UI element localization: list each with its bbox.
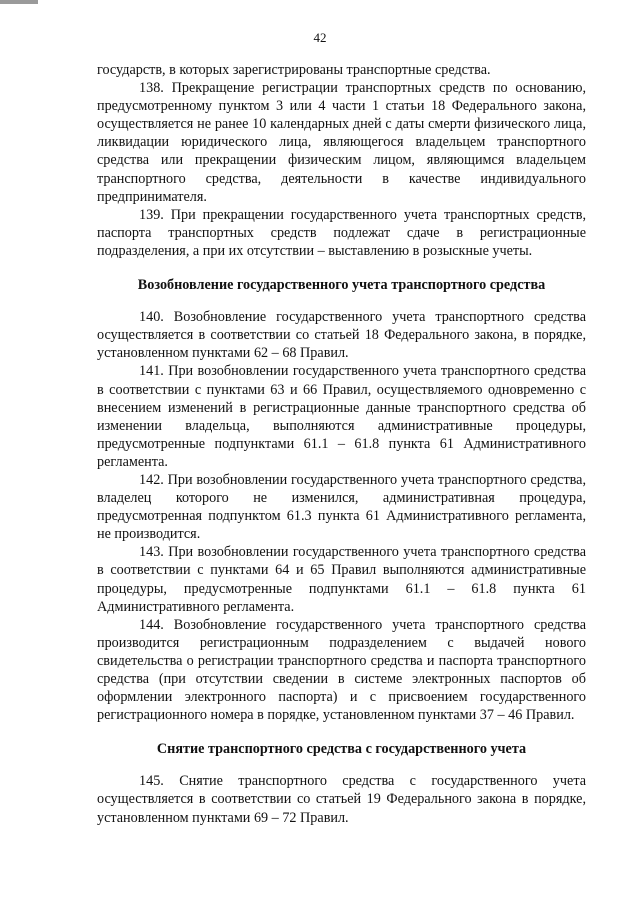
page-number: 42: [313, 30, 327, 45]
section-heading-resumption: Возобновление государственного учета транспортного средства: [137, 277, 546, 294]
paragraph-143: 143. При возобновлении государственного учета транспортного средства в соответствии с пунктами 64 и 65 Правил выполняются административные процедуры, предусмотренные подпунктами 61.1 – 61.8 пункта 61 Административного регламента.: [97, 544, 586, 615]
paragraph-142: 142. При возобновлении государственного учета транспортного средства, владелец которого не изменился, административная процедура, предусмотренная подпунктом 61.3 пункта 61 Административного регламента, не производится.: [97, 471, 586, 543]
document-body: [97, 61, 586, 827]
section-heading-deregistration: Снятие транспортного средства с государственного учета: [156, 741, 527, 758]
paragraph-144: 144. Возобновление государственного учета транспортного средства производится регистрационным подразделением с выдачей нового свидетельства о регистрации транспортного средства и паспорта транспортного средства (при отсутствии сведении в системе электронных паспортов об оформлении электронного паспорта) и с присвоением государственного регистрационного номера в порядке, установленном пунктами 37 – 46 Правил.: [97, 616, 586, 724]
paragraph-138: 138. Прекращение регистрации транспортных средств по основанию, предусмотренному пунктом 3 или 4 части 1 статьи 18 Федерального закона, осуществляется не ранее 10 календарных дней с даты смерти физического лица, ликвидации юридического лица, являющегося владельцем транспортного средства или прекращении физическим лицом, являющимся владельцем транспортного средства, деятельности в качестве индивидуального предпринимателя.: [97, 80, 586, 205]
scan-edge-mark: [0, 0, 38, 4]
paragraph-139: 139. При прекращении государственного учета транспортных средств, паспорта транспортных средств подлежат сдаче в регистрационные подразделения, а при их отсутствии – выставлению в розыскные учеты.: [97, 206, 586, 259]
paragraph-140: 140. Возобновление государственного учета транспортного средства осуществляется в соответствии со статьей 18 Федерального закона, в порядке, установленном пунктами 62 – 68 Правил.: [97, 309, 586, 362]
paragraph-141: 141. При возобновлении государственного учета транспортного средства в соответствии с пунктами 63 и 66 Правил, осуществляемого одновременно с внесением изменений в регистрационные данные транспортного средства об изменении владельца, выполняются административные процедуры, предусмотренные подпунктами 61.1 – 61.8 пункта 61 Административного регламента.: [97, 363, 586, 470]
paragraph-continuation: государств, в которых зарегистрированы транспортные средства.: [97, 62, 491, 78]
paragraph-145: 145. Снятие транспортного средства с государственного учета осуществляется в соответствии со статьей 19 Федерального закона в порядке, установленном пунктами 69 – 72 Правил.: [97, 773, 586, 826]
